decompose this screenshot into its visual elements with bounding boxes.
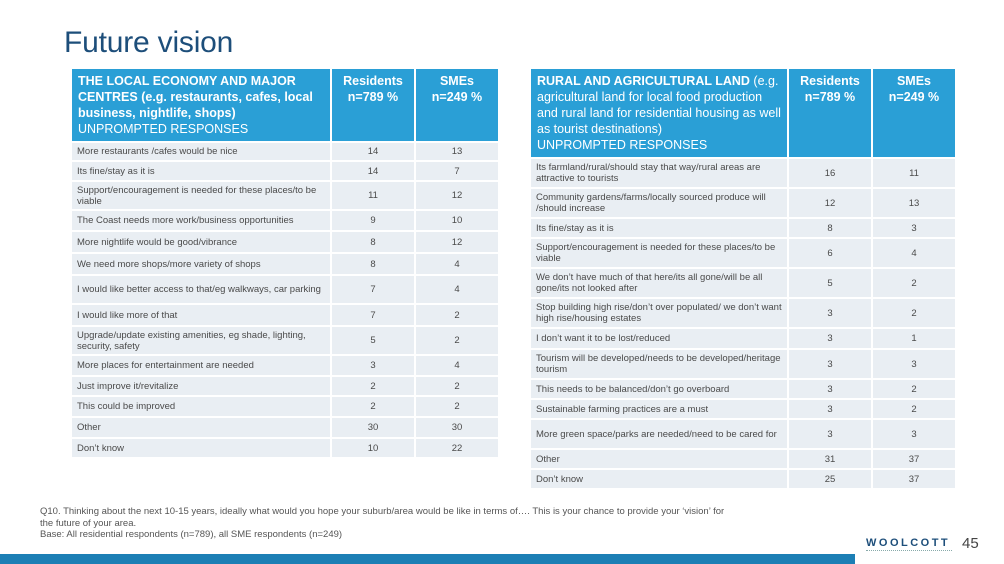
residents-value: 3 — [789, 299, 871, 327]
table-row — [531, 380, 955, 398]
smes-value: 2 — [873, 269, 955, 297]
row-label: Sustainable farming practices are a must — [531, 400, 787, 418]
residents-value: 8 — [332, 254, 414, 274]
row-label: This could be improved — [72, 397, 330, 416]
smes-value: 2 — [873, 299, 955, 327]
row-label: Upgrade/update existing amenities, eg shade, lighting, security, safety — [72, 327, 330, 354]
row-label: Stop building high rise/don’t over populated/ we don’t want high rise/housing estates — [531, 299, 787, 327]
table-row — [531, 299, 955, 327]
header-detail: (e.g. agricultural land for local food production and rural land for residential housing as well as tourist destinations) — [537, 74, 781, 136]
table-row — [72, 276, 498, 303]
row-label: This needs to be balanced/don’t go overboard — [531, 380, 787, 398]
table-row — [72, 232, 498, 252]
smes-value: 11 — [873, 159, 955, 187]
header-sub: UNPROMPTED RESPONSES — [78, 122, 249, 136]
smes-value: 2 — [873, 380, 955, 398]
residents-value: 16 — [789, 159, 871, 187]
residents-value: 2 — [332, 397, 414, 416]
row-label: Community gardens/farms/locally sourced produce will /should increase — [531, 189, 787, 217]
row-label: Other — [72, 418, 330, 437]
page-title: Future vision — [64, 26, 234, 59]
residents-value: 8 — [789, 219, 871, 237]
footnote-base: Base: All residential respondents (n=789), all SME respondents (n=249) — [40, 529, 343, 540]
table-row — [72, 305, 498, 325]
header-sub: UNPROMPTED RESPONSES — [537, 138, 708, 152]
smes-value: 4 — [416, 276, 498, 303]
row-label: I would like more of that — [72, 305, 330, 325]
table-row — [72, 162, 498, 180]
woolcott-logo: WOOLCOTT — [866, 537, 951, 549]
smes-value: 22 — [416, 439, 498, 457]
smes-value: 13 — [873, 189, 955, 217]
header-detail: e.g. restaurants, cafes, local business, nightlife, shops) — [78, 90, 313, 120]
residents-value: 3 — [789, 380, 871, 398]
residents-value: 6 — [789, 239, 871, 267]
page-number: 45 — [962, 535, 979, 552]
table-row — [72, 377, 498, 395]
table-row — [72, 439, 498, 457]
row-label: Other — [531, 450, 787, 468]
footer-bar — [0, 554, 855, 564]
row-label: More restaurants /cafes would be nice — [72, 143, 330, 160]
residents-value: 25 — [789, 470, 871, 488]
smes-value: 13 — [416, 143, 498, 160]
table-row — [72, 327, 498, 354]
smes-value: 30 — [416, 418, 498, 437]
logo-underline — [866, 550, 952, 552]
table-row — [531, 219, 955, 237]
smes-value: 3 — [873, 420, 955, 448]
smes-value: 7 — [416, 162, 498, 180]
residents-value: 9 — [332, 211, 414, 230]
smes-value: 3 — [873, 219, 955, 237]
row-label: The Coast needs more work/business opportunities — [72, 211, 330, 230]
table-row — [531, 350, 955, 378]
smes-value: 2 — [416, 377, 498, 395]
smes-value: 12 — [416, 232, 498, 252]
table-row — [531, 239, 955, 267]
footnote-question: Q10. Thinking about the next 10-15 years, ideally what would you hope your suburb/area would be like in terms of…. This is your chance to provide your ‘vision’ for — [40, 506, 725, 517]
residents-value: 5 — [789, 269, 871, 297]
residents-value: 7 — [332, 276, 414, 303]
row-label: I would like better access to that/eg walkways, car parking — [72, 276, 330, 303]
residents-value: 30 — [332, 418, 414, 437]
row-label: Tourism will be developed/needs to be developed/heritage tourism — [531, 350, 787, 378]
row-label: Don’t know — [72, 439, 330, 457]
row-label: Support/encouragement is needed for these places/to be viable — [531, 239, 787, 267]
table-row — [531, 470, 955, 488]
table-row — [531, 450, 955, 468]
column-residents: Residents n=789 % — [789, 69, 871, 157]
rural-land-table — [529, 67, 957, 490]
table-header-topic — [72, 69, 330, 141]
column-residents: Residents n=789 % — [332, 69, 414, 141]
table-row — [531, 400, 955, 418]
residents-value: 7 — [332, 305, 414, 325]
header-title: RURAL AND AGRICULTURAL LAND — [537, 74, 750, 88]
residents-value: 3 — [789, 329, 871, 348]
table-row — [72, 143, 498, 160]
row-label: More green space/parks are needed/need to be cared for — [531, 420, 787, 448]
residents-value: 2 — [332, 377, 414, 395]
table-row — [531, 189, 955, 217]
smes-value: 2 — [416, 305, 498, 325]
row-label: Support/encouragement is needed for these places/to be viable — [72, 182, 330, 209]
table-row — [531, 159, 955, 187]
smes-value: 2 — [873, 400, 955, 418]
residents-value: 5 — [332, 327, 414, 354]
residents-value: 11 — [332, 182, 414, 209]
smes-value: 37 — [873, 470, 955, 488]
table-row — [531, 329, 955, 348]
footnote — [40, 506, 860, 541]
row-label: More places for entertainment are needed — [72, 356, 330, 375]
smes-value: 37 — [873, 450, 955, 468]
smes-value: 3 — [873, 350, 955, 378]
row-label: We need more shops/more variety of shops — [72, 254, 330, 274]
row-label: I don’t want it to be lost/reduced — [531, 329, 787, 348]
residents-value: 3 — [789, 400, 871, 418]
table-row — [531, 420, 955, 448]
residents-value: 8 — [332, 232, 414, 252]
smes-value: 4 — [416, 356, 498, 375]
smes-value: 4 — [873, 239, 955, 267]
smes-value: 1 — [873, 329, 955, 348]
footnote-question-cont: the future of your area. — [40, 517, 137, 529]
row-label: Its fine/stay as it is — [531, 219, 787, 237]
header-title: THE LOCAL ECONOMY AND MAJOR CENTRES ( — [78, 74, 296, 104]
table-row — [72, 254, 498, 274]
row-label: Just improve it/revitalize — [72, 377, 330, 395]
column-smes: SMEs n=249 % — [873, 69, 955, 157]
smes-value: 4 — [416, 254, 498, 274]
smes-value: 12 — [416, 182, 498, 209]
table-row — [72, 211, 498, 230]
table-row — [531, 269, 955, 297]
smes-value: 2 — [416, 397, 498, 416]
residents-value: 14 — [332, 143, 414, 160]
table-row — [72, 397, 498, 416]
smes-value: 10 — [416, 211, 498, 230]
local-economy-table — [70, 67, 500, 459]
table-header-topic — [531, 69, 787, 157]
residents-value: 12 — [789, 189, 871, 217]
table-row — [72, 356, 498, 375]
row-label: We don’t have much of that here/its all gone/will be all gone/its not looked after — [531, 269, 787, 297]
residents-value: 3 — [789, 350, 871, 378]
residents-value: 3 — [789, 420, 871, 448]
residents-value: 31 — [789, 450, 871, 468]
table-row — [72, 182, 498, 209]
residents-value: 10 — [332, 439, 414, 457]
smes-value: 2 — [416, 327, 498, 354]
row-label: Its farmland/rural/should stay that way/rural areas are attractive to tourists — [531, 159, 787, 187]
table-row — [72, 418, 498, 437]
row-label: More nightlife would be good/vibrance — [72, 232, 330, 252]
residents-value: 3 — [332, 356, 414, 375]
column-smes: SMEs n=249 % — [416, 69, 498, 141]
residents-value: 14 — [332, 162, 414, 180]
row-label: Don’t know — [531, 470, 787, 488]
row-label: Its fine/stay as it is — [72, 162, 330, 180]
